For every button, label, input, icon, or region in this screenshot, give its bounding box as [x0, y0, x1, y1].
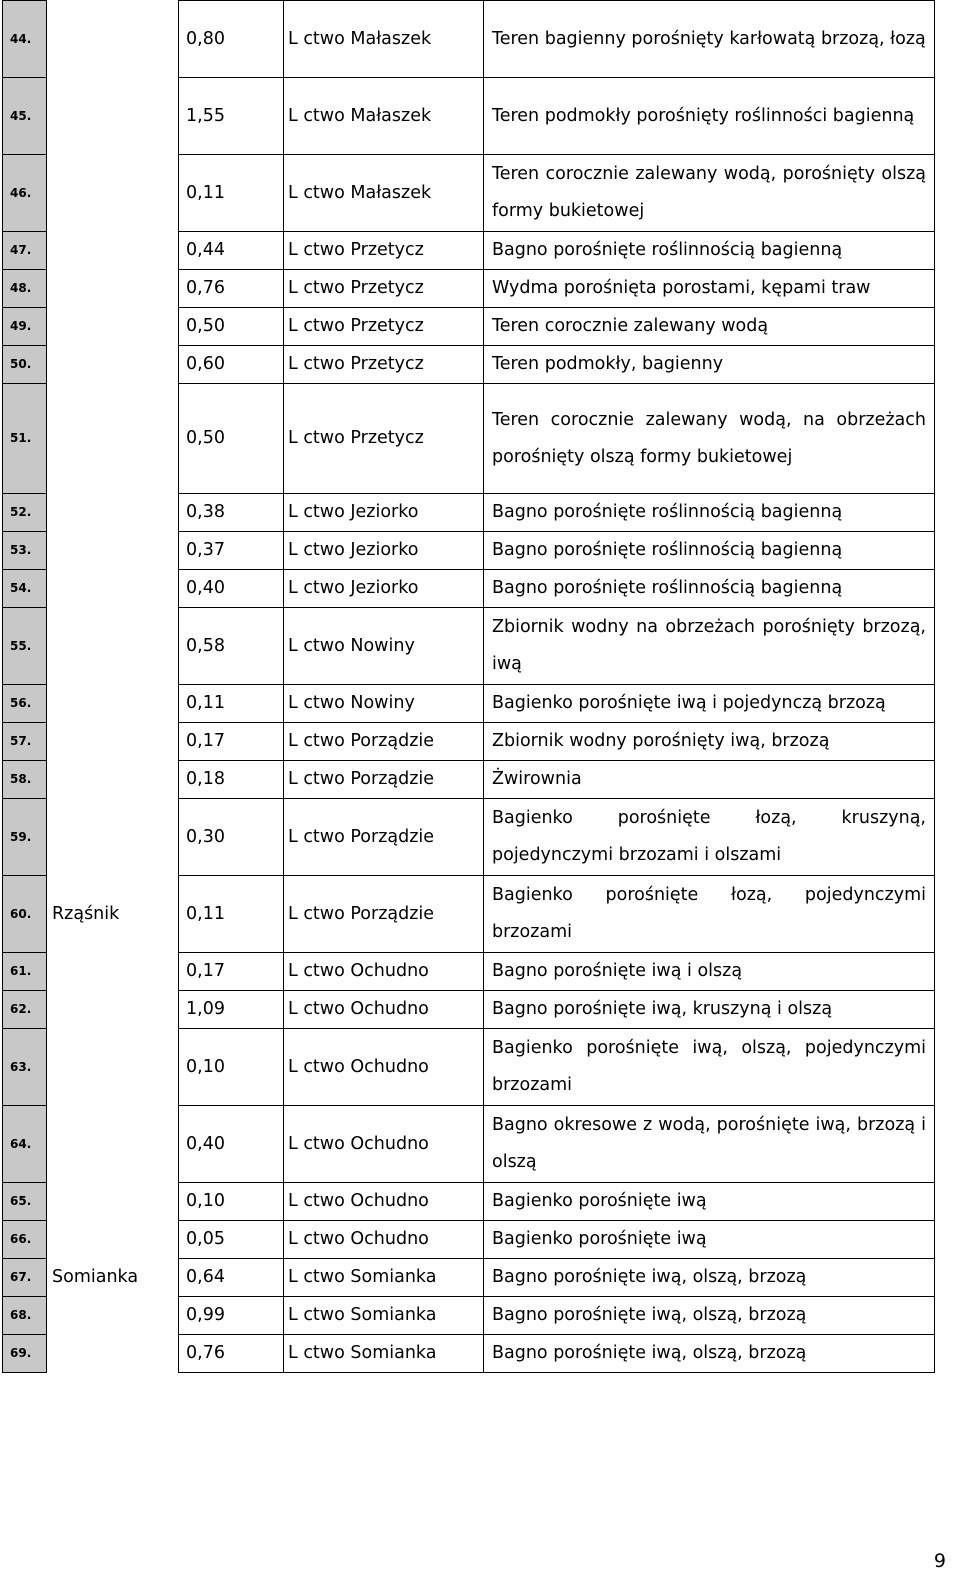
table-row	[3, 570, 935, 608]
row-area: 0,50	[179, 384, 284, 494]
row-area: 0,11	[179, 155, 284, 232]
row-description: Teren podmokły, bagienny	[484, 346, 935, 384]
row-number: 47.	[3, 232, 47, 270]
row-gmina	[47, 570, 179, 608]
row-forest: L ctwo Porządzie	[284, 799, 484, 876]
row-area: 0,58	[179, 608, 284, 685]
row-gmina	[47, 78, 179, 155]
row-area: 0,40	[179, 1106, 284, 1183]
row-forest: L ctwo Ochudno	[284, 1106, 484, 1183]
row-description: Bagno porośnięte iwą, kruszyną i olszą	[484, 991, 935, 1029]
row-area: 0,80	[179, 1, 284, 78]
row-description: Zbiornik wodny na obrzeżach porośnięty brzozą, iwą	[484, 608, 935, 685]
row-gmina	[47, 346, 179, 384]
row-description: Wydma porośnięta porostami, kępami traw	[484, 270, 935, 308]
row-forest: L ctwo Jeziorko	[284, 494, 484, 532]
row-forest: L ctwo Ochudno	[284, 1183, 484, 1221]
row-gmina	[47, 799, 179, 876]
row-area: 1,09	[179, 991, 284, 1029]
table-row	[3, 876, 935, 953]
row-description: Bagno porośnięte roślinnością bagienną	[484, 494, 935, 532]
row-forest: L ctwo Porządzie	[284, 876, 484, 953]
row-description: Bagienko porośnięte iwą	[484, 1221, 935, 1259]
row-area: 0,17	[179, 723, 284, 761]
row-forest: L ctwo Małaszek	[284, 78, 484, 155]
row-description: Teren corocznie zalewany wodą	[484, 308, 935, 346]
row-gmina	[47, 384, 179, 494]
row-description: Teren podmokły porośnięty roślinności bagienną	[484, 78, 935, 155]
row-gmina	[47, 232, 179, 270]
row-gmina	[47, 1029, 179, 1106]
row-forest: L ctwo Jeziorko	[284, 570, 484, 608]
row-number: 52.	[3, 494, 47, 532]
row-gmina	[47, 1335, 179, 1373]
row-gmina	[47, 532, 179, 570]
row-number: 56.	[3, 685, 47, 723]
row-description: Bagno porośnięte iwą, olszą, brzozą	[484, 1259, 935, 1297]
row-forest: L ctwo Przetycz	[284, 270, 484, 308]
row-area: 0,38	[179, 494, 284, 532]
row-gmina	[47, 685, 179, 723]
row-forest: L ctwo Porządzie	[284, 723, 484, 761]
row-forest: L ctwo Ochudno	[284, 1029, 484, 1106]
table-body	[3, 1, 935, 1373]
table-row	[3, 685, 935, 723]
row-description: Bagienko porośnięte iwą, olszą, pojedynczymi brzozami	[484, 1029, 935, 1106]
row-area: 0,18	[179, 761, 284, 799]
row-area: 0,11	[179, 876, 284, 953]
row-description: Bagno porośnięte iwą, olszą, brzozą	[484, 1297, 935, 1335]
table-row	[3, 761, 935, 799]
table-row	[3, 723, 935, 761]
table-row	[3, 494, 935, 532]
row-area: 0,76	[179, 270, 284, 308]
row-gmina	[47, 1221, 179, 1259]
table-row	[3, 155, 935, 232]
table-row	[3, 78, 935, 155]
table-row	[3, 532, 935, 570]
row-description: Bagienko porośnięte iwą	[484, 1183, 935, 1221]
row-number: 63.	[3, 1029, 47, 1106]
table-row	[3, 270, 935, 308]
row-gmina	[47, 308, 179, 346]
row-number: 59.	[3, 799, 47, 876]
row-number: 48.	[3, 270, 47, 308]
table-row	[3, 608, 935, 685]
row-number: 53.	[3, 532, 47, 570]
row-forest: L ctwo Porządzie	[284, 761, 484, 799]
row-number: 66.	[3, 1221, 47, 1259]
table-row	[3, 1297, 935, 1335]
row-number: 69.	[3, 1335, 47, 1373]
row-gmina	[47, 723, 179, 761]
row-description: Bagienko porośnięte łozą, pojedynczymi brzozami	[484, 876, 935, 953]
row-forest: L ctwo Somianka	[284, 1259, 484, 1297]
row-number: 57.	[3, 723, 47, 761]
row-forest: L ctwo Ochudno	[284, 1221, 484, 1259]
row-gmina	[47, 1, 179, 78]
row-description: Bagno porośnięte roślinnością bagienną	[484, 532, 935, 570]
row-number: 45.	[3, 78, 47, 155]
table-row	[3, 384, 935, 494]
row-gmina	[47, 991, 179, 1029]
row-forest: L ctwo Nowiny	[284, 685, 484, 723]
row-area: 0,50	[179, 308, 284, 346]
row-area: 0,11	[179, 685, 284, 723]
row-area: 0,40	[179, 570, 284, 608]
row-description: Teren corocznie zalewany wodą, na obrzeżach porośnięty olszą formy bukietowej	[484, 384, 935, 494]
row-forest: L ctwo Przetycz	[284, 308, 484, 346]
table-row	[3, 1029, 935, 1106]
page-number: 9	[933, 1550, 946, 1572]
row-description: Bagno okresowe z wodą, porośnięte iwą, brzozą i olszą	[484, 1106, 935, 1183]
row-forest: L ctwo Nowiny	[284, 608, 484, 685]
table-row	[3, 953, 935, 991]
row-gmina: Somianka	[47, 1259, 179, 1297]
row-gmina	[47, 608, 179, 685]
site-table	[2, 0, 935, 1373]
row-gmina	[47, 155, 179, 232]
row-description: Teren corocznie zalewany wodą, porośnięty olszą formy bukietowej	[484, 155, 935, 232]
table-row	[3, 1259, 935, 1297]
row-description: Bagienko porośnięte łozą, kruszyną, pojedynczymi brzozami i olszami	[484, 799, 935, 876]
table-row	[3, 1221, 935, 1259]
row-forest: L ctwo Ochudno	[284, 991, 484, 1029]
row-number: 51.	[3, 384, 47, 494]
row-area: 0,10	[179, 1029, 284, 1106]
row-gmina	[47, 1297, 179, 1335]
row-description: Bagno porośnięte iwą, olszą, brzozą	[484, 1335, 935, 1373]
row-area: 1,55	[179, 78, 284, 155]
row-forest: L ctwo Somianka	[284, 1335, 484, 1373]
row-area: 0,37	[179, 532, 284, 570]
row-number: 50.	[3, 346, 47, 384]
row-number: 61.	[3, 953, 47, 991]
row-gmina	[47, 953, 179, 991]
row-description: Żwirownia	[484, 761, 935, 799]
table-row	[3, 346, 935, 384]
row-forest: L ctwo Małaszek	[284, 1, 484, 78]
row-forest: L ctwo Przetycz	[284, 232, 484, 270]
row-number: 54.	[3, 570, 47, 608]
row-number: 62.	[3, 991, 47, 1029]
row-area: 0,76	[179, 1335, 284, 1373]
row-forest: L ctwo Przetycz	[284, 384, 484, 494]
row-gmina	[47, 1106, 179, 1183]
row-number: 55.	[3, 608, 47, 685]
table-row	[3, 1106, 935, 1183]
table-row	[3, 1335, 935, 1373]
row-area: 0,99	[179, 1297, 284, 1335]
row-number: 64.	[3, 1106, 47, 1183]
row-forest: L ctwo Małaszek	[284, 155, 484, 232]
row-description: Bagienko porośnięte iwą i pojedynczą brzozą	[484, 685, 935, 723]
table-row	[3, 232, 935, 270]
row-gmina	[47, 761, 179, 799]
row-number: 46.	[3, 155, 47, 232]
row-description: Bagno porośnięte iwą i olszą	[484, 953, 935, 991]
row-description: Teren bagienny porośnięty karłowatą brzozą, łozą	[484, 1, 935, 78]
row-forest: L ctwo Ochudno	[284, 953, 484, 991]
table-row	[3, 1183, 935, 1221]
row-gmina	[47, 1183, 179, 1221]
row-number: 58.	[3, 761, 47, 799]
row-number: 60.	[3, 876, 47, 953]
row-number: 68.	[3, 1297, 47, 1335]
row-forest: L ctwo Przetycz	[284, 346, 484, 384]
row-forest: L ctwo Somianka	[284, 1297, 484, 1335]
row-area: 0,44	[179, 232, 284, 270]
table-row	[3, 308, 935, 346]
row-area: 0,17	[179, 953, 284, 991]
row-description: Zbiornik wodny porośnięty iwą, brzozą	[484, 723, 935, 761]
row-area: 0,30	[179, 799, 284, 876]
table-row	[3, 799, 935, 876]
row-number: 65.	[3, 1183, 47, 1221]
row-gmina	[47, 494, 179, 532]
row-forest: L ctwo Jeziorko	[284, 532, 484, 570]
row-number: 44.	[3, 1, 47, 78]
table-row	[3, 1, 935, 78]
row-area: 0,64	[179, 1259, 284, 1297]
row-number: 49.	[3, 308, 47, 346]
row-area: 0,05	[179, 1221, 284, 1259]
row-description: Bagno porośnięte roślinnością bagienną	[484, 232, 935, 270]
row-description: Bagno porośnięte roślinnością bagienną	[484, 570, 935, 608]
row-number: 67.	[3, 1259, 47, 1297]
table-row	[3, 991, 935, 1029]
row-area: 0,10	[179, 1183, 284, 1221]
row-area: 0,60	[179, 346, 284, 384]
row-gmina: Rząśnik	[47, 876, 179, 953]
row-gmina	[47, 270, 179, 308]
